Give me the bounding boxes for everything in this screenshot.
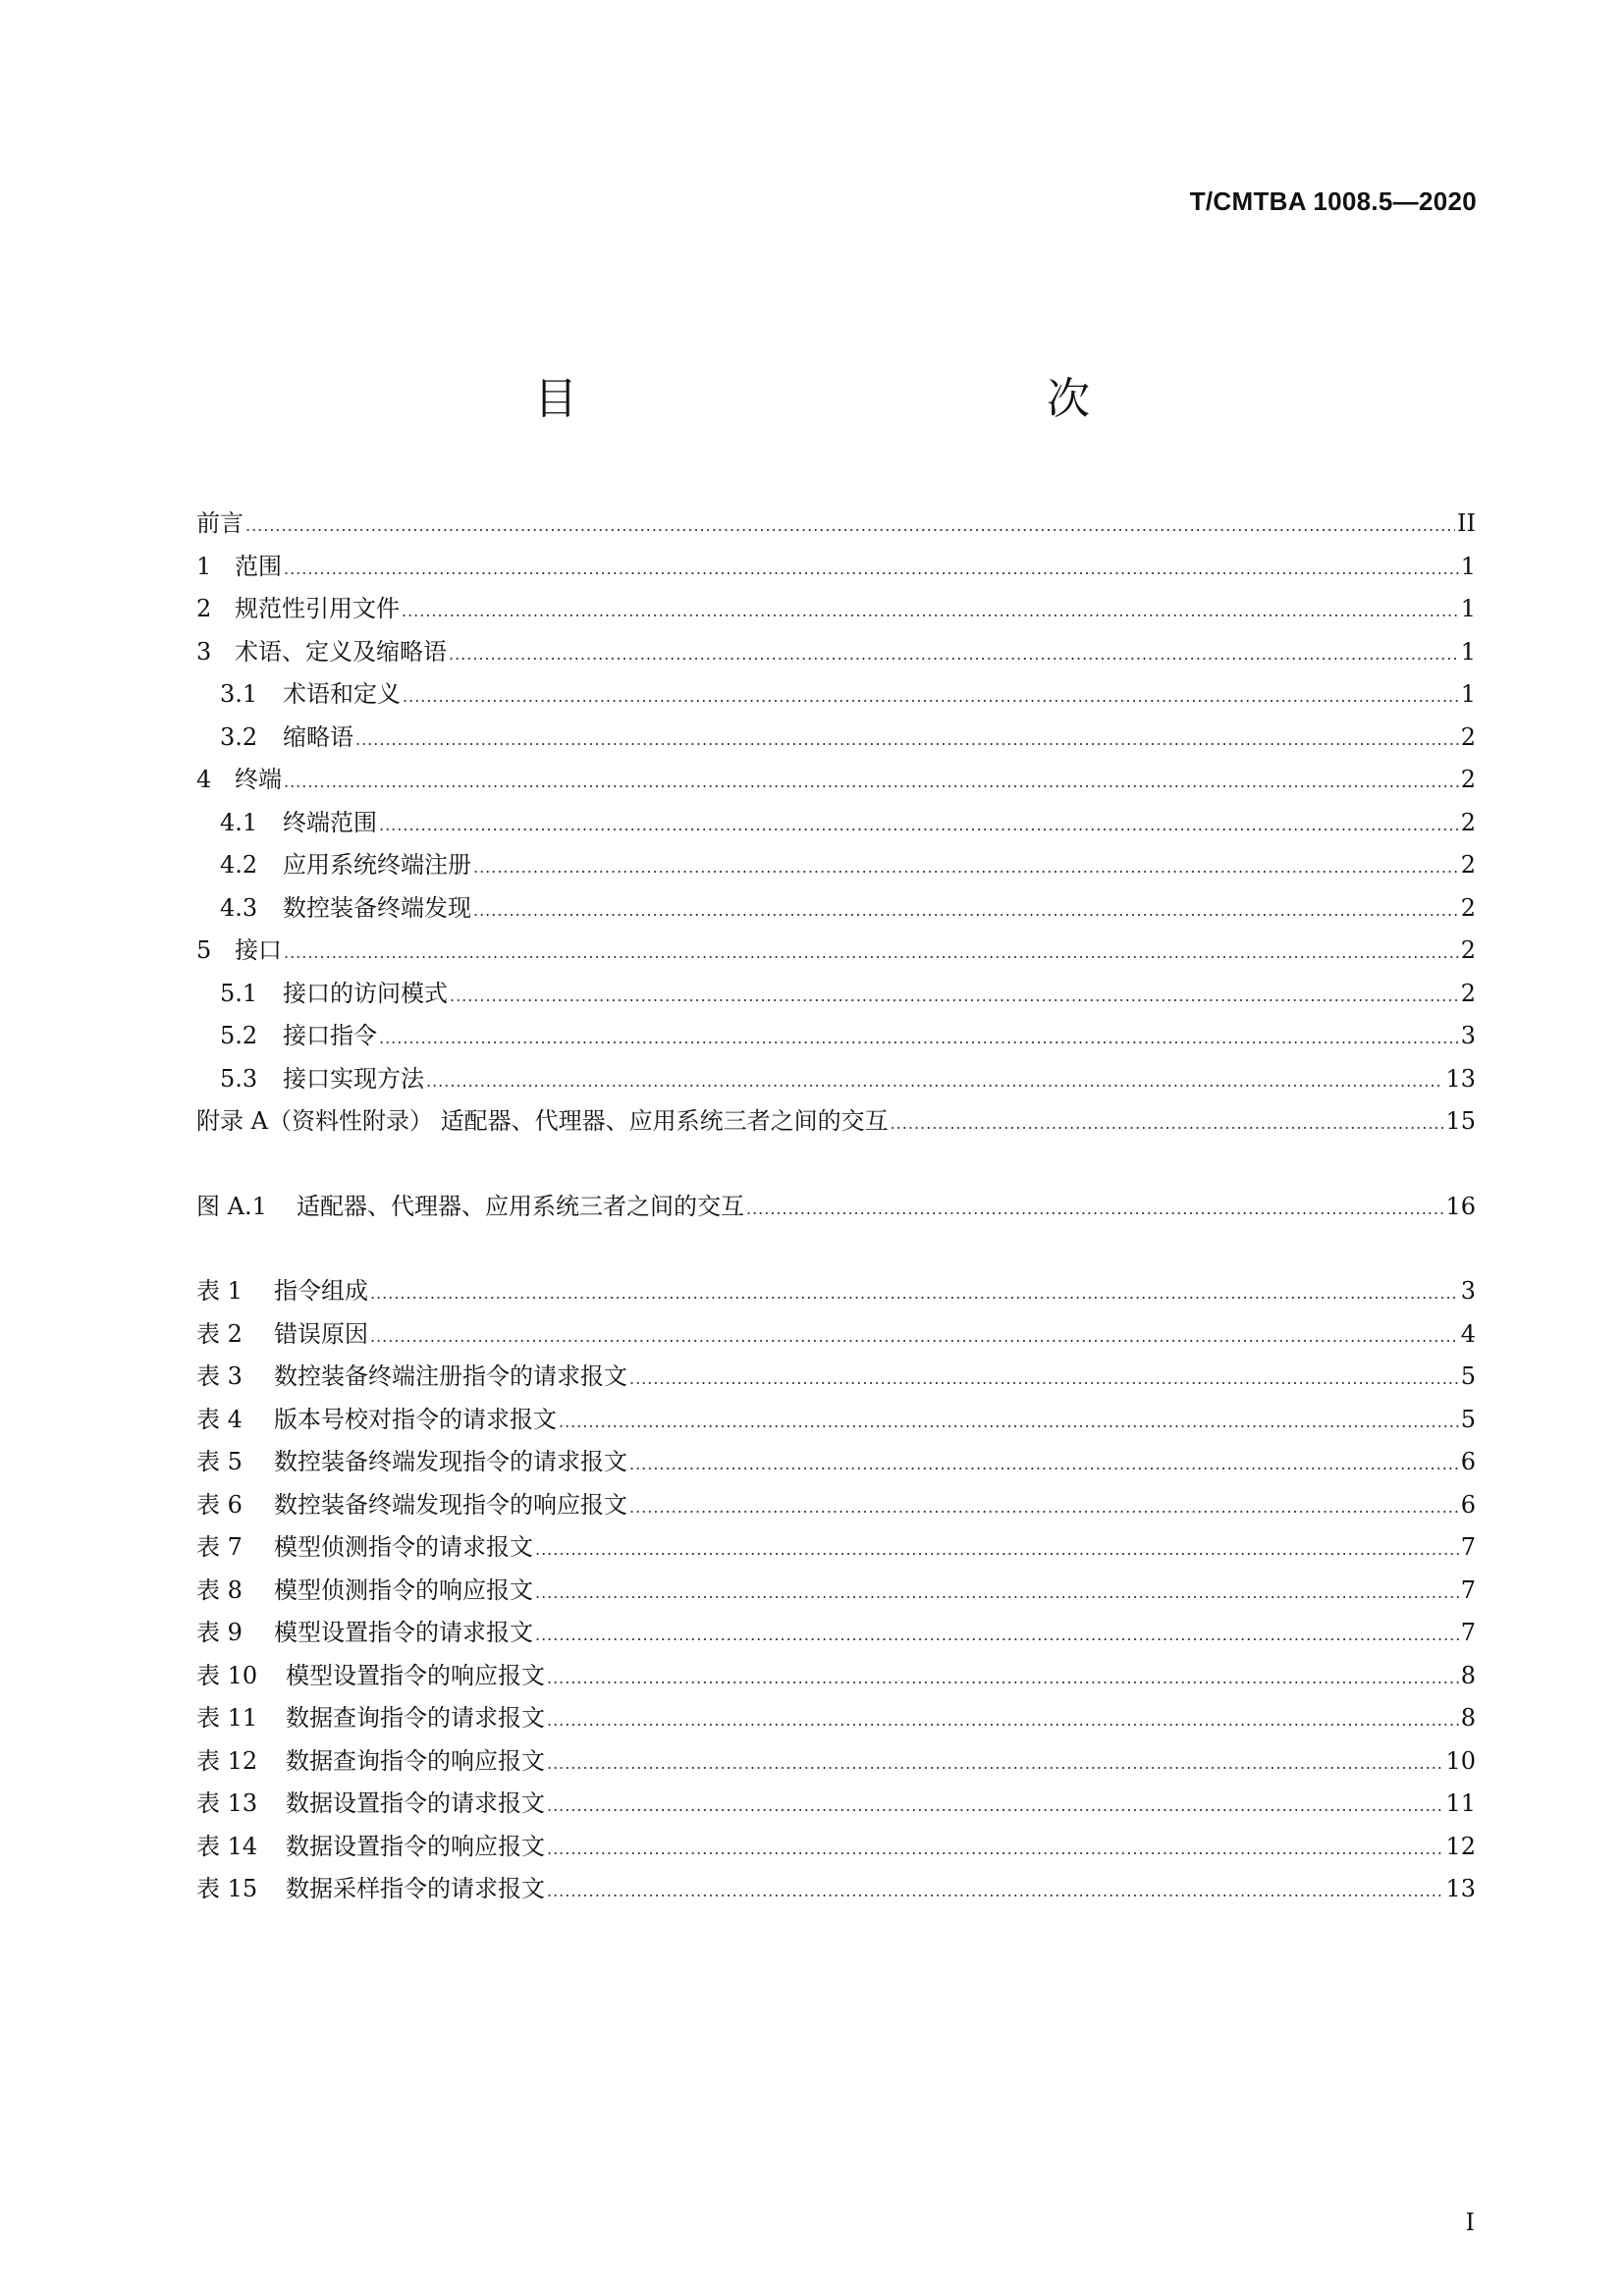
toc-entry-label: 接口 (235, 936, 282, 964)
toc-entry-page: II (1457, 509, 1476, 537)
toc-entry-page: 15 (1445, 1107, 1476, 1135)
toc-entry-title (196, 1400, 557, 1434)
toc-entry[interactable] (196, 1698, 1476, 1741)
toc-entry-title (196, 1613, 533, 1647)
toc-entry-title (196, 1271, 368, 1306)
table-of-contents (196, 504, 1476, 1912)
toc-entry-page: 13 (1445, 1875, 1476, 1902)
toc-entry-number: 表 12 (196, 1746, 258, 1775)
toc-entry-page: 1 (1460, 637, 1476, 666)
toc-entry-page: 1 (1460, 552, 1476, 580)
toc-entry-number: 3.1 (220, 680, 258, 708)
toc-entry[interactable] (196, 1485, 1476, 1528)
toc-entry-number: 表 10 (196, 1661, 258, 1689)
dot-leader (355, 730, 1459, 749)
dot-leader (402, 602, 1459, 620)
toc-entry-number: 4.1 (220, 808, 258, 836)
toc-entry-number: 5 (196, 936, 212, 964)
page-number: I (1465, 2209, 1475, 2236)
toc-entry-page: 4 (1460, 1319, 1476, 1348)
toc-entry-number: 表 14 (196, 1832, 258, 1860)
toc-entry-number: 表 1 (196, 1277, 243, 1305)
toc-entry[interactable] (196, 504, 1476, 547)
toc-entry-page: 3 (1460, 1022, 1476, 1049)
toc-entry-label: 范围 (235, 552, 282, 580)
toc-entry[interactable] (196, 718, 1476, 761)
toc-entry-title (196, 632, 447, 667)
toc-entry[interactable] (196, 1784, 1476, 1827)
toc-entry-title (196, 1101, 889, 1136)
toc-entry-label: 数据采样指令的请求报文 (286, 1875, 545, 1902)
toc-entry-label: 数据查询指令的请求报文 (286, 1704, 545, 1732)
toc-entry-title (196, 1784, 545, 1818)
dot-leader (547, 1711, 1459, 1730)
toc-entry-title (220, 1016, 377, 1050)
toc-entry-page: 13 (1445, 1064, 1476, 1093)
toc-entry-page: 16 (1445, 1192, 1476, 1220)
toc-entry-page: 7 (1460, 1619, 1476, 1646)
toc-sections (196, 504, 1476, 1145)
dot-leader (245, 516, 1455, 535)
toc-entry-page: 8 (1460, 1704, 1476, 1732)
toc-entry[interactable] (196, 1357, 1476, 1400)
toc-entry-number: 5.3 (220, 1064, 258, 1093)
toc-entry-page: 6 (1460, 1448, 1476, 1475)
dot-leader (370, 1284, 1459, 1303)
toc-entry-label: 模型设置指令的请求报文 (274, 1619, 533, 1646)
dot-leader (370, 1327, 1459, 1346)
dot-leader (629, 1369, 1459, 1388)
toc-entry[interactable] (196, 974, 1476, 1017)
toc-entry-title (196, 1485, 627, 1520)
toc-entry-label: 接口实现方法 (283, 1064, 424, 1093)
toc-entry[interactable] (196, 931, 1476, 974)
toc-entry[interactable] (196, 888, 1476, 932)
toc-entry-page: 1 (1460, 680, 1476, 708)
toc-entry-page: 3 (1460, 1277, 1476, 1305)
toc-entry[interactable] (196, 1827, 1476, 1870)
toc-entry[interactable] (196, 1016, 1476, 1059)
dot-leader (891, 1114, 1444, 1133)
dot-leader (535, 1540, 1459, 1559)
toc-entry-label: 数控装备终端发现指令的请求报文 (274, 1448, 627, 1475)
dot-leader (284, 943, 1459, 962)
toc-entry-number: 4 (196, 766, 212, 793)
toc-entry[interactable] (196, 803, 1476, 846)
dot-leader (547, 1796, 1443, 1815)
toc-entry-label: 规范性引用文件 (235, 595, 400, 622)
dot-leader (629, 1455, 1459, 1473)
section-gap (196, 1145, 1476, 1187)
toc-entry-number: 5.2 (220, 1022, 258, 1049)
toc-entry-label: 终端范围 (283, 808, 377, 836)
toc-entry-label: 指令组成 (274, 1277, 368, 1305)
dot-leader (379, 1029, 1459, 1047)
dot-leader (547, 1840, 1443, 1858)
toc-entry-number: 1 (196, 552, 212, 580)
toc-entry[interactable] (196, 1656, 1476, 1699)
toc-entry-title (220, 888, 471, 923)
toc-entry-number: 表 8 (196, 1575, 243, 1604)
toc-entry-label: 接口的访问模式 (283, 979, 448, 1007)
toc-entry-label: 版本号校对指令的请求报文 (274, 1405, 557, 1433)
toc-entry-title (196, 1527, 533, 1562)
toc-entry-title (196, 1442, 627, 1476)
dot-leader (426, 1072, 1443, 1091)
toc-entry-number: 表 13 (196, 1789, 258, 1817)
toc-entry-number: 图 A.1 (196, 1192, 267, 1220)
toc-entry-page: 11 (1445, 1789, 1476, 1817)
toc-entry-title (196, 504, 244, 538)
toc-entry-number: 5.1 (220, 979, 258, 1007)
toc-entry[interactable] (196, 632, 1476, 675)
toc-entry-title (220, 1059, 424, 1094)
toc-entry-page: 1 (1460, 595, 1476, 622)
toc-entry-title (220, 674, 401, 709)
toc-entry-title (196, 1869, 545, 1903)
toc-entry-title (196, 760, 282, 794)
toc-entry-number: 表 4 (196, 1405, 243, 1433)
toc-entry[interactable] (196, 1059, 1476, 1102)
toc-entry-title (220, 974, 448, 1008)
section-gap (196, 1229, 1476, 1271)
toc-entry-label: 缩略语 (283, 722, 353, 751)
toc-entry-page: 7 (1460, 1533, 1476, 1561)
toc-entry-number: 表 5 (196, 1448, 243, 1475)
toc-entry-label: 模型设置指令的响应报文 (286, 1661, 545, 1689)
toc-entry-page: 5 (1460, 1405, 1476, 1433)
dot-leader (403, 687, 1459, 706)
toc-entry-page: 2 (1460, 722, 1476, 751)
toc-entry-page: 2 (1460, 766, 1476, 793)
dot-leader (547, 1754, 1443, 1773)
toc-entry[interactable] (196, 1271, 1476, 1314)
toc-entry[interactable] (196, 1613, 1476, 1656)
toc-entry-title (220, 718, 353, 752)
toc-tables (196, 1271, 1476, 1912)
toc-entry[interactable] (196, 1101, 1476, 1145)
toc-entry[interactable] (196, 674, 1476, 718)
toc-entry-label: 数控装备终端发现指令的响应报文 (274, 1490, 627, 1519)
toc-entry-label: 模型侦测指令的响应报文 (274, 1575, 533, 1604)
toc-entry-title (196, 589, 400, 623)
toc-entry-title (196, 1827, 545, 1861)
dot-leader (629, 1498, 1459, 1517)
toc-entry-page: 10 (1445, 1746, 1476, 1775)
toc-entry-label: 术语和定义 (283, 680, 401, 708)
toc-entry-label: 附录 A（资料性附录） 适配器、代理器、应用系统三者之间的交互 (196, 1107, 889, 1135)
toc-entry[interactable] (196, 1442, 1476, 1485)
toc-entry-label: 前言 (196, 509, 244, 537)
toc-entry-number: 4.2 (220, 851, 258, 879)
toc-entry-page: 2 (1460, 851, 1476, 879)
toc-entry-number: 表 7 (196, 1533, 243, 1561)
dot-leader (284, 560, 1459, 578)
toc-entry-number: 4.3 (220, 893, 258, 922)
toc-entry[interactable] (196, 547, 1476, 590)
toc-entry-label: 数据设置指令的请求报文 (286, 1789, 545, 1817)
dot-leader (535, 1583, 1459, 1602)
dot-leader (284, 773, 1459, 791)
toc-entry[interactable] (196, 1571, 1476, 1614)
toc-entry[interactable] (196, 1869, 1476, 1912)
toc-entry-label: 适配器、代理器、应用系统三者之间的交互 (297, 1192, 744, 1220)
dot-leader (559, 1413, 1459, 1431)
toc-entry-title (220, 845, 471, 880)
dot-leader (547, 1882, 1443, 1900)
toc-entry[interactable] (196, 589, 1476, 632)
toc-entry-page: 12 (1445, 1832, 1476, 1860)
dot-leader (547, 1669, 1459, 1687)
toc-entry-page: 2 (1460, 893, 1476, 922)
toc-entry-title (196, 1357, 627, 1391)
dot-leader (379, 816, 1459, 834)
toc-entry-label: 数控装备终端发现 (283, 893, 471, 922)
toc-figures (196, 1187, 1476, 1230)
toc-entry-title (196, 1571, 533, 1605)
toc-entry-number: 表 2 (196, 1319, 243, 1348)
toc-entry[interactable] (196, 1314, 1476, 1358)
toc-entry-label: 模型侦测指令的请求报文 (274, 1533, 533, 1561)
toc-entry-label: 终端 (235, 766, 282, 793)
page-title: 目 次 (534, 374, 1218, 424)
toc-entry-label: 数据查询指令的响应报文 (286, 1746, 545, 1775)
toc-entry[interactable] (196, 1741, 1476, 1785)
document-code: T/CMTBA 1008.5—2020 (1189, 187, 1477, 216)
dot-leader (473, 901, 1459, 920)
toc-entry-label: 数据设置指令的响应报文 (286, 1832, 545, 1860)
toc-entry-number: 2 (196, 595, 212, 622)
toc-entry-number: 表 9 (196, 1619, 243, 1646)
toc-entry-label: 接口指令 (283, 1022, 377, 1049)
toc-entry-number: 表 6 (196, 1490, 243, 1519)
dot-leader (535, 1626, 1459, 1644)
toc-entry-page: 7 (1460, 1575, 1476, 1604)
toc-entry-label: 应用系统终端注册 (283, 851, 471, 879)
toc-entry-page: 5 (1460, 1362, 1476, 1390)
toc-entry-page: 2 (1460, 936, 1476, 964)
toc-entry-page: 2 (1460, 808, 1476, 836)
toc-entry-number: 表 11 (196, 1704, 258, 1732)
dot-leader (746, 1200, 1443, 1218)
toc-entry-number: 3.2 (220, 722, 258, 751)
dot-leader (449, 645, 1459, 664)
toc-entry-title (196, 1741, 545, 1776)
toc-entry-title (196, 547, 282, 581)
toc-entry[interactable] (196, 1187, 1476, 1230)
dot-leader (450, 987, 1459, 1005)
toc-entry-title (196, 1314, 368, 1349)
toc-entry-number: 表 3 (196, 1362, 243, 1390)
toc-entry-number: 表 15 (196, 1875, 258, 1902)
toc-entry[interactable] (196, 760, 1476, 803)
toc-entry-title (196, 1698, 545, 1733)
toc-entry-title (220, 803, 377, 837)
dot-leader (473, 858, 1459, 877)
toc-entry-label: 术语、定义及缩略语 (235, 637, 447, 666)
toc-entry-title (196, 1656, 545, 1690)
toc-entry-label: 错误原因 (274, 1319, 368, 1348)
toc-entry-page: 6 (1460, 1490, 1476, 1519)
toc-entry[interactable] (196, 1400, 1476, 1443)
toc-entry-number: 3 (196, 637, 212, 666)
toc-entry-title (196, 1187, 744, 1221)
toc-entry[interactable] (196, 845, 1476, 888)
toc-entry-page: 2 (1460, 979, 1476, 1007)
toc-entry-title (196, 931, 282, 965)
toc-entry-label: 数控装备终端注册指令的请求报文 (274, 1362, 627, 1390)
toc-entry-page: 8 (1460, 1661, 1476, 1689)
toc-entry[interactable] (196, 1527, 1476, 1571)
